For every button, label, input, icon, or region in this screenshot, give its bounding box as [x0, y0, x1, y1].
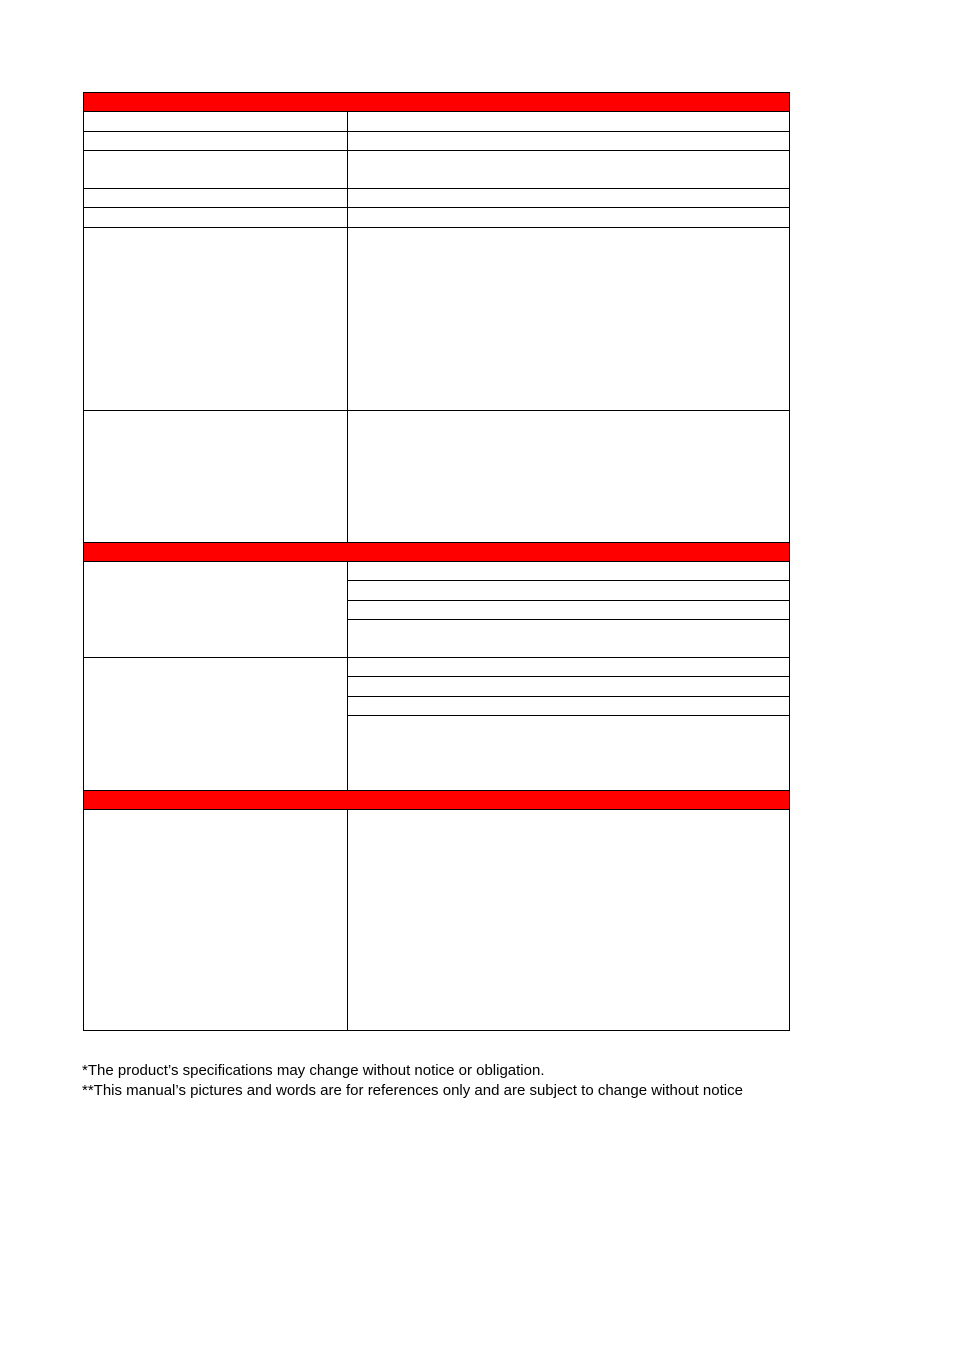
row-divider: [83, 227, 790, 228]
subrow-divider: [347, 600, 790, 601]
row-divider: [83, 188, 790, 189]
subrow-divider: [347, 696, 790, 697]
section-header-band-3: [83, 790, 790, 810]
footnote-spec-change: *The product’s specifications may change without notice or obligation.: [82, 1062, 545, 1079]
row-divider: [83, 207, 790, 208]
subrow-divider: [347, 676, 790, 677]
section-header-band-1: [83, 92, 790, 112]
row-divider: [83, 131, 790, 132]
footnote-manual-reference: **This manual’s pictures and words are for references only and are subject to change without notice: [82, 1081, 743, 1099]
column-divider: [347, 810, 348, 1031]
footnotes: [82, 1061, 743, 1100]
table-left-border: [83, 92, 84, 1031]
row-divider: [83, 150, 790, 151]
subrow-divider: [347, 715, 790, 716]
subrow-divider: [347, 619, 790, 620]
subrow-divider: [347, 580, 790, 581]
table-bottom-border: [83, 1030, 790, 1031]
row-divider: [83, 657, 790, 658]
section-header-band-2: [83, 542, 790, 562]
table-right-border: [789, 92, 790, 1031]
column-divider: [347, 112, 348, 542]
row-divider: [83, 410, 790, 411]
